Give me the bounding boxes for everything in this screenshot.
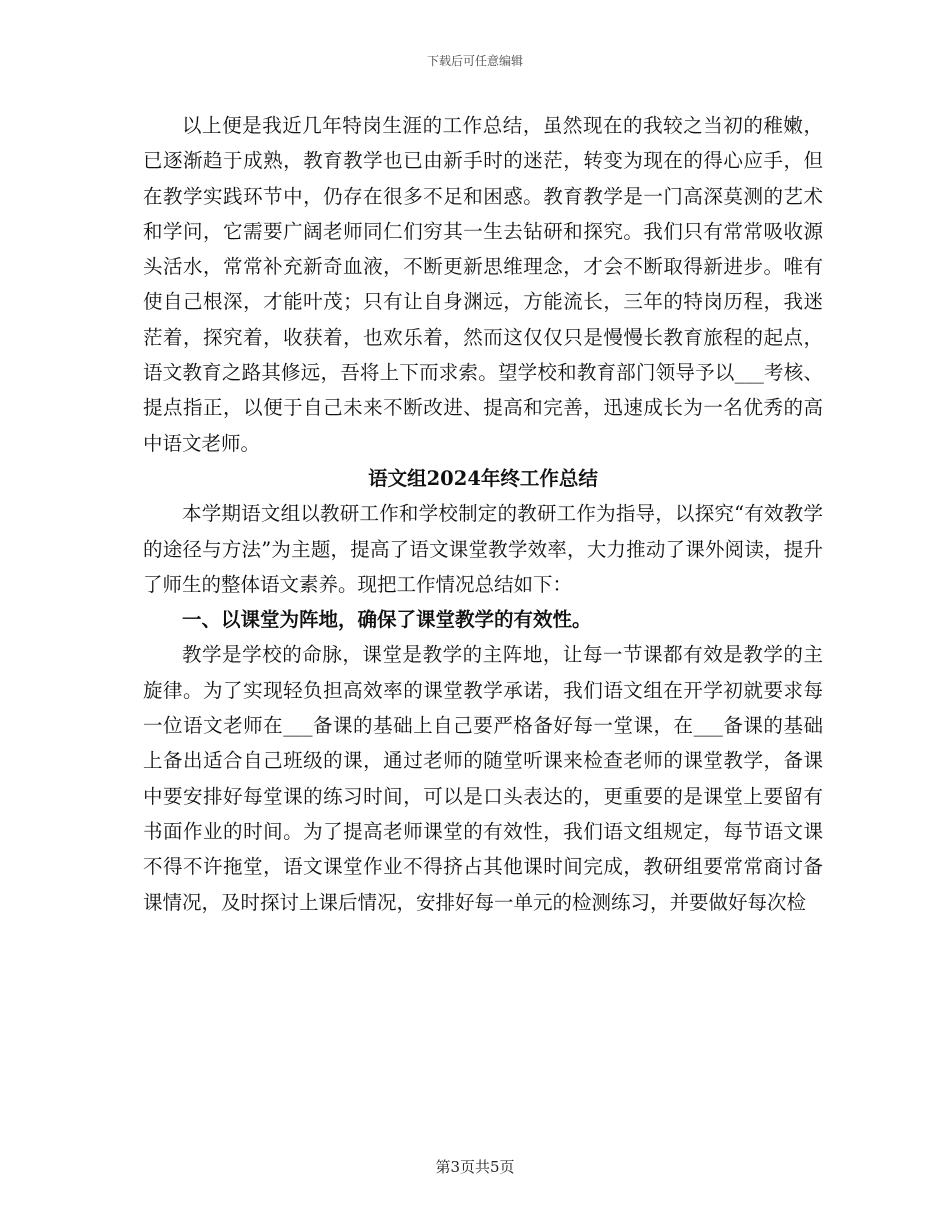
paragraph-classroom-teaching: 教学是学校的命脉，课堂是教学的主阵地，让每一节课都有效是教学的主旋律。为了实现轻负担高效率的课堂教学承诺，我们语文组在开学初就要求每一位语文老师在___备课的基础上自己要严格备好每一堂课，在___备课的基础上备出适合自己班级的课，通过老师的随堂听课来检查老师的课堂教学，备课中要安排好每堂课的练习时间，可以是口头表达的，更重要的是课堂上要留有书面作业的时间。为了提高老师课堂的有效性，我们语文组规定，每节语文课不得不许拖堂，语文课堂作业不得挤占其他课时间完成，教研组要常常商讨备课情况，及时探讨上课后情况，安排好每一单元的检测练习，并要做好每次检 [143, 643, 823, 914]
page-footer: 第3页共5页 [435, 1158, 515, 1176]
document-body [143, 108, 823, 920]
section-heading-1: 一、以课堂为阵地，确保了课堂教学的有效性。 [182, 608, 592, 632]
section-title: 语文组2024年终工作总结 [368, 466, 598, 490]
paragraph-intro: 本学期语文组以教研工作和学校制定的教研工作为指导，以探究“有效教学的途径与方法”为主题，提高了语文课堂教学效率，大力推动了课外阅读，提升了师生的整体语文素养。现把工作情况总结如下： [143, 502, 823, 596]
page-header: 下载后可任意编辑 [426, 54, 523, 68]
paragraph-summary-conclusion: 以上便是我近几年特岗生涯的工作总结，虽然现在的我较之当初的稚嫩，已逐渐趋于成熟，教育教学也已由新手时的迷茫，转变为现在的得心应手，但在教学实践环节中，仍存在很多不足和困惑。教育教学是一门高深莫测的艺术和学问，它需要广阔老师同仁们穷其一生去钻研和探究。我们只有常常吸收源头活水，常常补充新奇血液，不断更新思维理念，才会不断取得新进步。唯有使自己根深，才能叶茂；只有让自身渊远，方能流长，三年的特岗历程，我迷茫着，探究着，收获着，也欢乐着，然而这仅仅只是慢慢长教育旅程的起点，语文教育之路其修远，吾将上下而求索。望学校和教育部门领导予以___考核、提点指正，以便于自己未来不断改进、提高和完善，迅速成长为一名优秀的高中语文老师。 [143, 114, 823, 455]
